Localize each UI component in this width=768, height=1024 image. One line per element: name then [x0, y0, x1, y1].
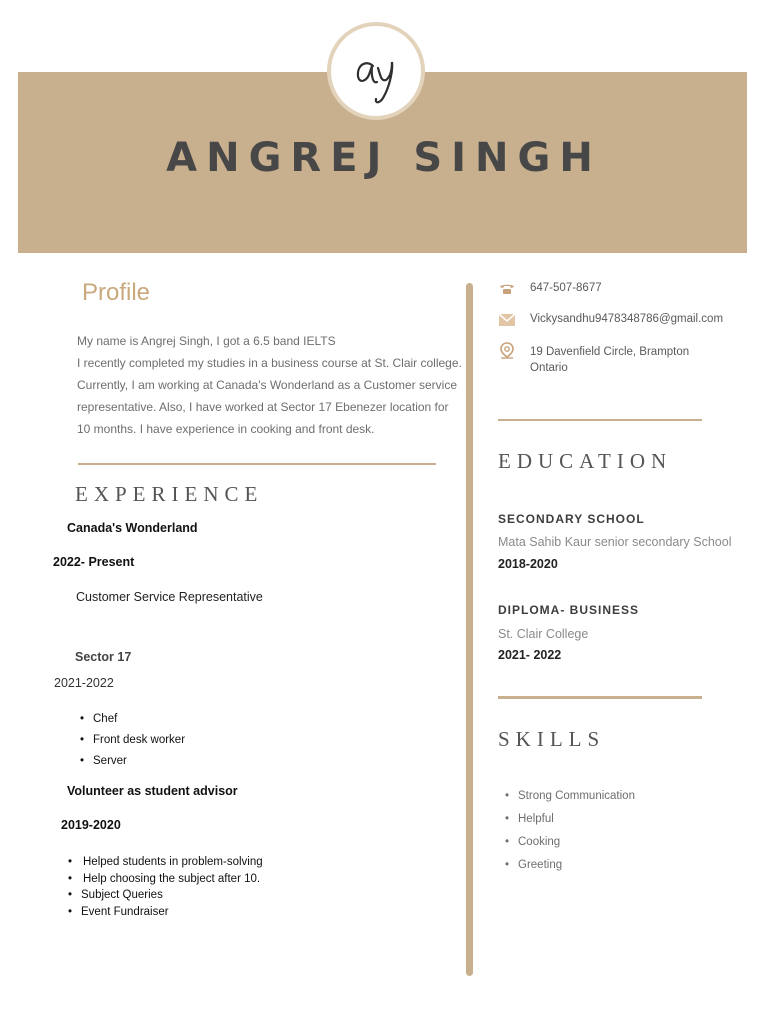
monogram-logo: [327, 22, 425, 120]
job-employer: Sector 17: [75, 650, 132, 664]
job-dates: 2021-2022: [54, 676, 114, 690]
list-item: • Help choosing the subject after 10.: [81, 873, 263, 890]
list-item: • Front desk worker: [93, 734, 185, 755]
job-employer: Canada's Wonderland: [67, 521, 198, 535]
candidate-name: ANGREJ SINGH: [166, 135, 602, 181]
profile-line: 10 months. I have experience in cooking and front desk.: [77, 422, 375, 436]
education-divider: [498, 696, 702, 699]
list-item: • Helpful: [518, 813, 635, 836]
education-institution: Mata Sahib Kaur senior secondary School: [498, 535, 732, 549]
education-years: 2018-2020: [498, 557, 558, 571]
profile-divider: [78, 463, 436, 465]
address: [530, 344, 689, 376]
job-employer: Volunteer as student advisor: [67, 784, 238, 798]
map-pin-icon: [498, 342, 516, 360]
duties-list: [81, 856, 263, 922]
phone-number: 647-507-8677: [530, 282, 602, 294]
profile-line: Currently, I am working at Canada's Wonderland as a Customer service: [77, 378, 458, 392]
profile-line: I recently completed my studies in a business course at St. Clair college.: [77, 356, 462, 370]
job-dates: 2019-2020: [61, 818, 121, 832]
email-address: Vickysandhu9478348786@gmail.com: [530, 313, 724, 325]
education-institution: St. Clair College: [498, 627, 589, 641]
contact-divider: [498, 419, 702, 421]
profile-summary: [77, 330, 462, 440]
list-item: • Helped students in problem-solving: [81, 856, 263, 873]
list-item: • Strong Communication: [518, 790, 635, 813]
experience-title: EXPERIENCE: [75, 482, 264, 506]
list-item: • Subject Queries: [81, 889, 263, 906]
list-item: • Event Fundraiser: [81, 906, 263, 923]
monogram-signature: [331, 26, 421, 116]
list-item: • Cooking: [518, 836, 635, 859]
skills-title: SKILLS: [498, 727, 606, 751]
list-item: • Server: [93, 755, 185, 776]
education-heading: SECONDARY SCHOOL: [498, 512, 645, 526]
profile-line: representative. Also, I have worked at Sector 17 Ebenezer location for: [77, 400, 449, 414]
envelope-icon: [498, 311, 516, 329]
education-title: EDUCATION: [498, 449, 673, 473]
job-role: Customer Service Representative: [76, 590, 263, 604]
skills-list: [518, 790, 635, 882]
education-years: 2021- 2022: [498, 648, 562, 662]
list-item: • Greeting: [518, 859, 635, 882]
profile-line: My name is Angrej Singh, I got a 6.5 band IELTS: [77, 334, 336, 348]
address-line: 19 Davenfield Circle, Brampton: [530, 346, 690, 358]
list-item: • Chef: [93, 713, 185, 734]
address-line: Ontario: [530, 362, 568, 374]
duties-list: [93, 713, 185, 776]
education-heading: DIPLOMA- BUSINESS: [498, 603, 640, 617]
profile-title: Profile: [82, 279, 151, 306]
phone-icon: [498, 280, 516, 298]
job-dates: 2022- Present: [53, 555, 135, 569]
column-divider: [466, 283, 473, 976]
